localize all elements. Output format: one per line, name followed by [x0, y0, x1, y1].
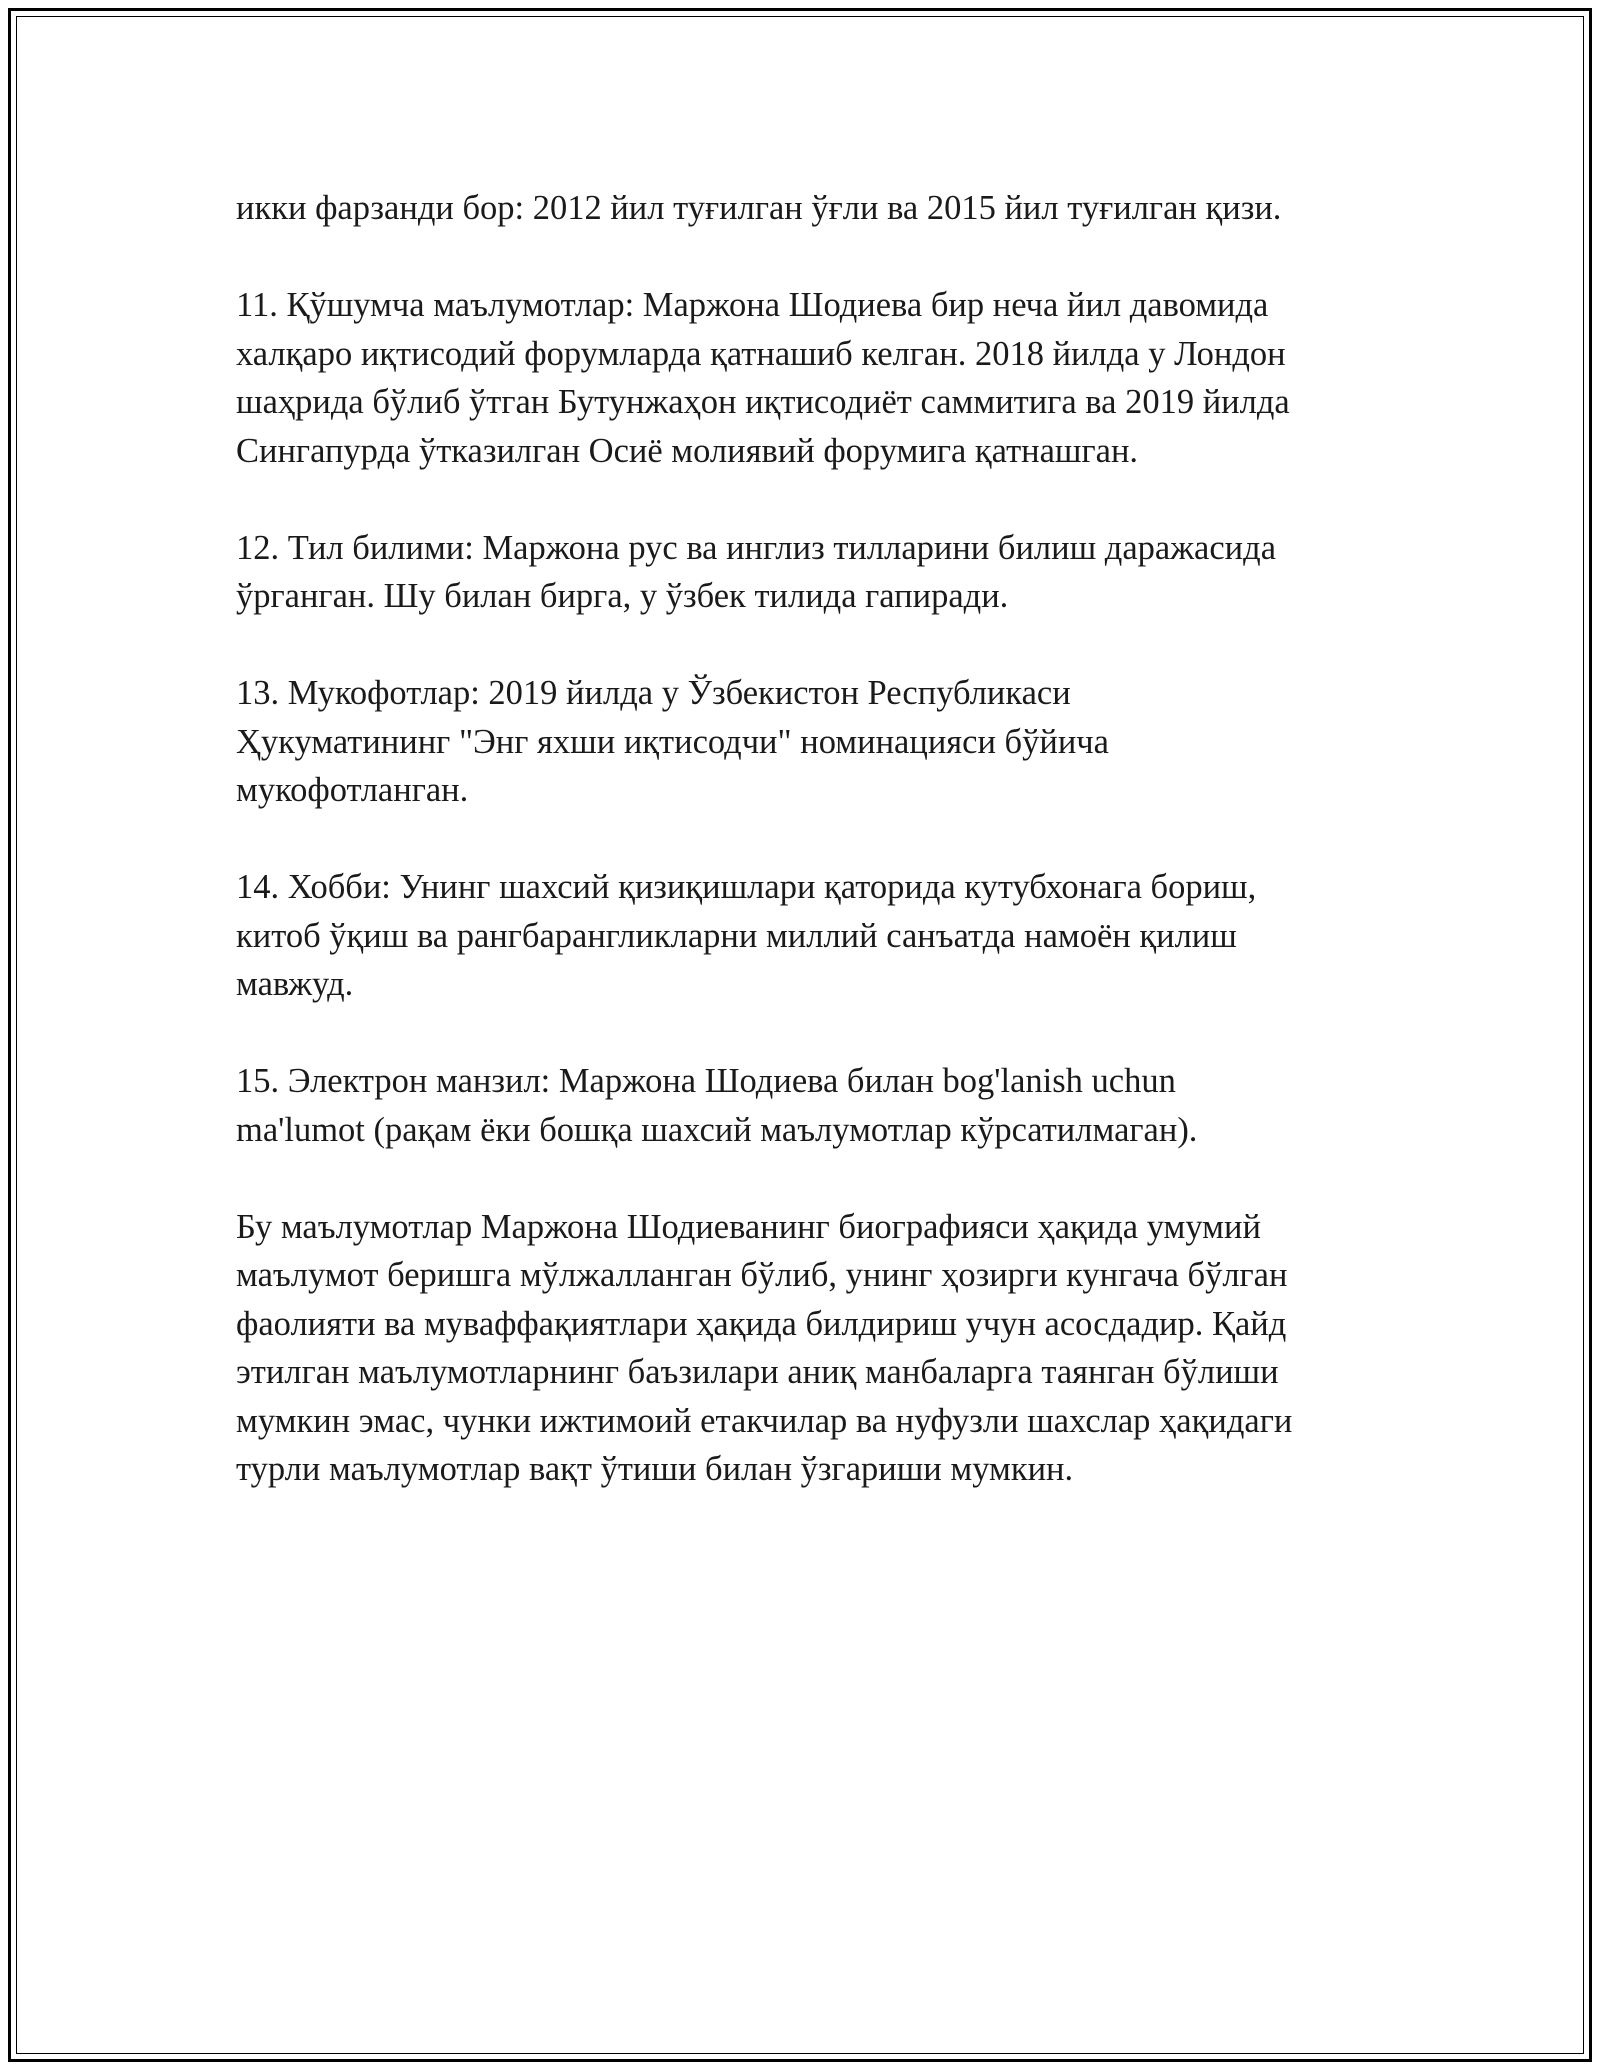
text-line: ўрганган. Шу билан бирга, у ўзбек тилида гапиради. [236, 577, 1009, 615]
text-line: 15. Электрон манзил: Маржона Шодиева билан bog'lanish uchun [236, 1062, 1176, 1100]
paragraph-languages [236, 524, 1386, 621]
text-line: Ҳукуматининг "Энг яхши иқтисодчи" номинацияси бўйича [236, 722, 1109, 761]
paragraph-additional-info [236, 281, 1386, 475]
paragraph-email [236, 1057, 1386, 1154]
text-line: Бу маълумотлар Маржона Шодиеванинг биографияси ҳақида умумий [236, 1207, 1261, 1246]
text-line: икки фарзанди бор: 2012 йил туғилган ўғли ва 2015 йил туғилган қизи. [236, 189, 1282, 227]
document-body [236, 184, 1386, 1542]
text-line: китоб ўқиш ва рангбарангликларни миллий санъатда намоён қилиш [236, 916, 1237, 955]
text-line: 13. Мукофотлар: 2019 йилда у Ўзбекистон Республикаси [236, 674, 1071, 712]
text-line: 12. Тил билими: Маржона рус ва инглиз тилларини билиш даражасида [236, 528, 1277, 567]
text-line: фаолияти ва муваффақиятлари ҳақида билдириш учун асосдадир. Қайд [236, 1304, 1287, 1343]
paragraph-awards [236, 669, 1386, 815]
text-line: халқаро иқтисодий форумларда қатнашиб келган. 2018 йилда у Лондон [236, 334, 1286, 373]
paragraph-family-continued [236, 184, 1386, 233]
text-line: этилган маълумотларнинг баъзилари аниқ манбаларга таянган бўлиши [236, 1353, 1279, 1391]
paragraph-hobbies [236, 863, 1386, 1009]
text-line: 11. Қўшумча маълумотлар: Маржона Шодиева бир неча йил давомида [236, 286, 1269, 324]
text-line: Сингапурда ўтказилган Осиё молиявий форумига қатнашган. [236, 431, 1139, 470]
text-line: ma'lumot (рақам ёки бошқа шахсий маълумотлар кўрсатилмаган). [236, 1110, 1198, 1149]
paragraph-conclusion [236, 1203, 1386, 1494]
text-line: турли маълумотлар вақт ўтиши билан ўзгариши мумкин. [236, 1450, 1074, 1488]
text-line: мумкин эмас, чунки ижтимоий етакчилар ва нуфузли шахслар ҳақидаги [236, 1401, 1293, 1440]
text-line: мавжуд. [236, 965, 354, 1003]
text-line: шаҳрида бўлиб ўтган Бутунжаҳон иқтисодиёт саммитига ва 2019 йилда [236, 383, 1290, 421]
text-line: маълумот беришга мўлжалланган бўлиб, унинг ҳозирги кунгача бўлган [236, 1256, 1288, 1294]
text-line: мукофотланган. [236, 771, 469, 809]
text-line: 14. Хобби: Унинг шахсий қизиқишлари қаторида кутубхонага бориш, [236, 868, 1257, 906]
